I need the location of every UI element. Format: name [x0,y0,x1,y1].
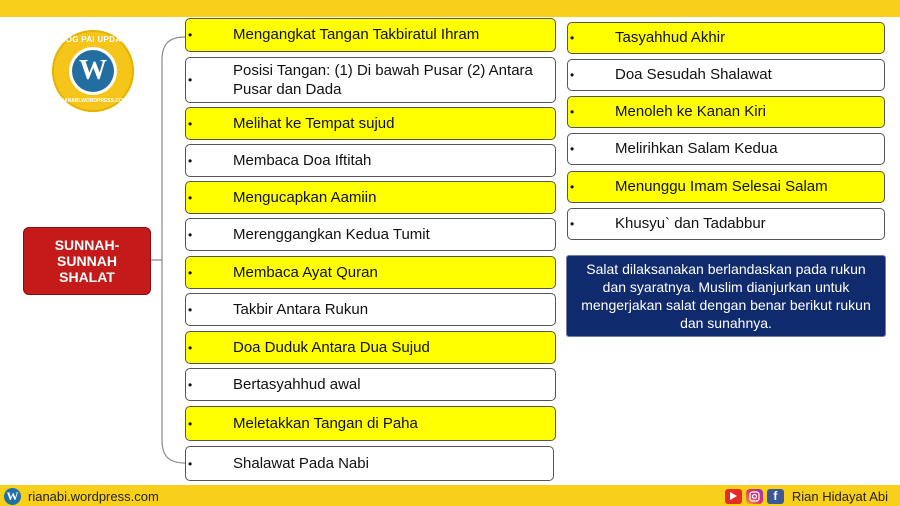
bullet: • [570,142,575,156]
facebook-icon[interactable]: f [767,489,784,504]
info-box [567,256,885,336]
sunnah-left-item [185,144,556,177]
sunnah-left-item-label: Mengangkat Tangan Takbiratul Ihram [233,26,480,43]
sunnah-left-item-label: Mengucapkan Aamiin [233,188,377,206]
sunnah-right-item-label: Khusyu` dan Tadabbur [615,215,766,232]
bullet: • [188,28,193,42]
bullet: • [570,180,575,194]
footer-site[interactable] [4,487,159,505]
logo-ring-text-bottom: RIANABI.WORDPRESS.COM [58,98,128,104]
sunnah-left-item [185,446,554,481]
wordpress-icon: W [72,50,114,92]
sunnah-left-item-label: Membaca Doa Iftitah [233,151,372,169]
sunnah-right-item-label: Tasyahhud Akhir [615,29,726,46]
sunnah-left-item-label: Takbir Antara Rukun [233,300,369,318]
footer-author [725,487,888,505]
sunnah-left-item [185,18,556,52]
sunnah-left-item-label: Bertasyahhud awal [233,375,361,393]
sunnah-left-item [185,256,556,289]
bullet: • [570,31,575,45]
bullet: • [188,302,193,317]
sunnah-left-item [185,293,556,326]
bullet: • [570,68,575,82]
bullet: • [188,153,193,168]
bullet: • [188,190,193,205]
sunnah-right-item [567,133,885,165]
bullet: • [570,217,575,231]
sunnah-left-item-label: Merenggangkan Kedua Tumit [233,225,430,243]
sunnah-right-item [567,208,885,240]
sunnah-left-item [185,331,556,364]
bullet: • [188,456,193,471]
sunnah-left-item-label: Shalawat Pada Nabi [233,454,369,472]
footer-author-text: Rian Hidayat Abi [791,488,888,504]
sunnah-left-item-label: Posisi Tangan: (1) Di bawah Pusar (2) Antara Pusar dan Dada [233,62,533,98]
sunnah-right-item-label: Menoleh ke Kanan Kiri [615,103,766,120]
sunnah-right-item [567,22,885,54]
sunnah-right-item [567,59,885,91]
info-text: Salat dilaksanakan berlandaskan pada rukun dan syaratnya. Muslim dianjurkan untuk mengerjakan salat dengan benar berikut rukun dan sunahnya. [581,261,871,331]
bullet: • [570,105,575,119]
sunnah-right-item-label: Menunggu Imam Selesai Salam [615,178,828,195]
sunnah-left-item-label: Doa Duduk Antara Dua Sujud [233,338,430,356]
sunnah-left-item-label: Meletakkan Tangan di Paha [233,414,418,432]
sunnah-right-item-label: Doa Sesudah Shalawat [615,66,772,83]
sunnah-right-item [567,171,885,203]
logo-ring-text-top: BLOG PAI UPDATE [54,35,132,44]
bullet: • [188,340,193,355]
main-label-text: SUNNAH-SUNNAH SHALAT [54,237,120,285]
sunnah-left-item-label: Melihat ke Tempat sujud [233,114,395,132]
sunnah-left-item [185,406,556,441]
sunnah-left-item [185,368,556,401]
instagram-icon[interactable] [746,489,763,504]
sunnah-left-item [185,107,556,140]
bullet: • [188,377,193,392]
bullet: • [188,227,193,242]
footer-site-text: rianabi.wordpress.com [28,488,159,504]
sunnah-left-item [185,181,556,214]
bullet: • [188,265,193,280]
bullet: • [188,116,193,131]
main-label [23,227,151,295]
sunnah-left-item [185,57,556,103]
bullet: • [188,73,193,87]
sunnah-left-item-label: Membaca Ayat Quran [233,263,378,281]
bullet: • [188,416,193,431]
sunnah-right-item [567,96,885,128]
wordpress-icon: W [4,488,21,505]
youtube-icon[interactable] [725,489,742,504]
sunnah-right-item-label: Melirihkan Salam Kedua [615,140,778,157]
sunnah-left-item [185,218,556,251]
